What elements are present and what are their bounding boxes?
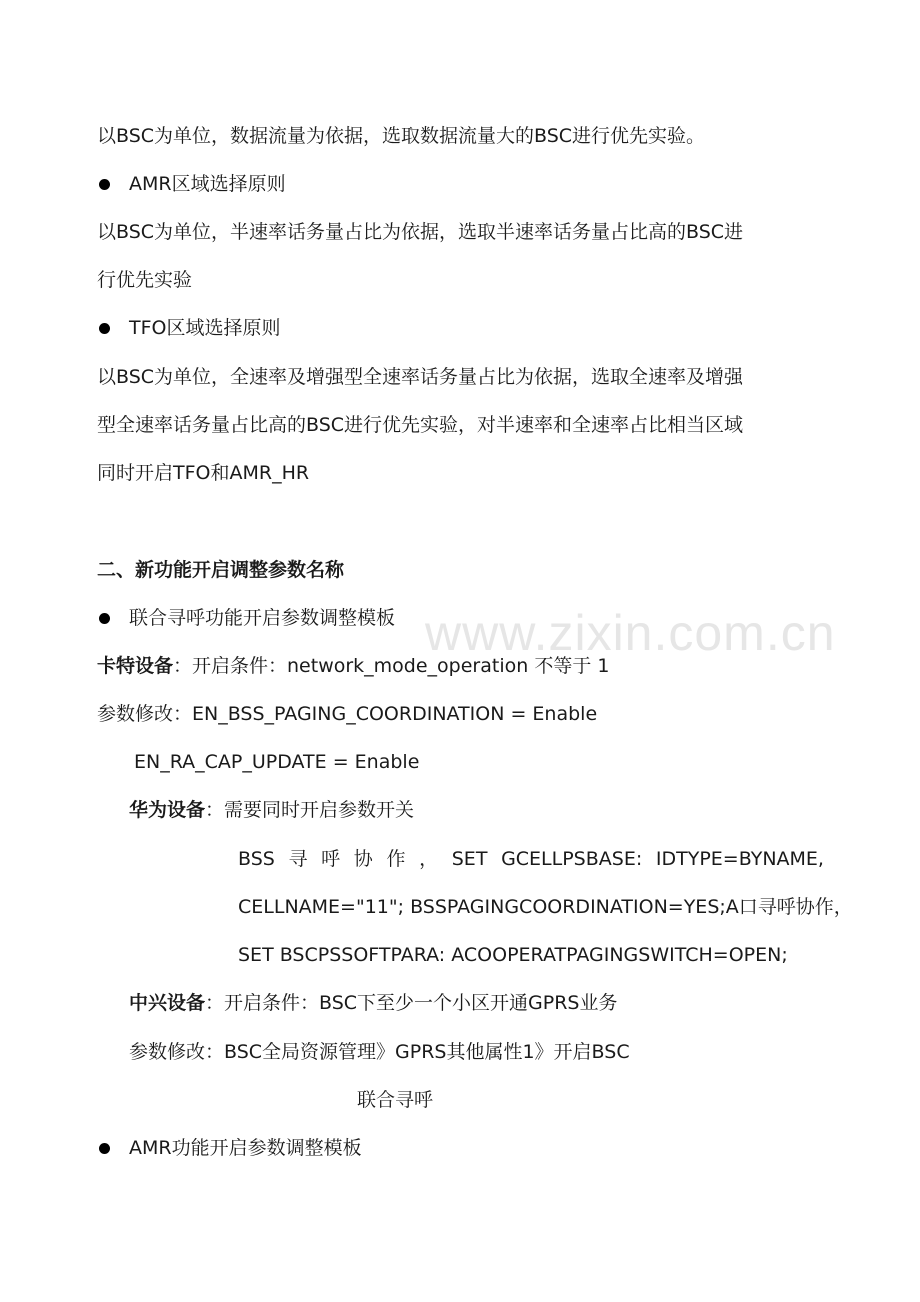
vendor-label: 中兴设备 bbox=[129, 992, 206, 1014]
section-heading: 二、新功能开启调整参数名称 bbox=[97, 559, 345, 581]
param-line: 参数修改：BSC全局资源管理》GPRS其他属性1》开启BSC bbox=[129, 1041, 630, 1063]
paragraph-line: 同时开启TFO和AMR_HR bbox=[97, 462, 310, 484]
paragraph-line: 以BSC为单位，数据流量为依据，选取数据流量大的BSC进行优先实验。 bbox=[97, 125, 706, 147]
paragraph-line: 型全速率话务量占比高的BSC进行优先实验，对半速率和全速率占比相当区域 bbox=[97, 414, 744, 436]
bullet-icon bbox=[99, 179, 110, 190]
bullet-item-joint-paging: 联合寻呼功能开启参数调整模板 bbox=[129, 607, 396, 629]
paragraph-line: 以BSC为单位，全速率及增强型全速率话务量占比为依据，选取全速率及增强 bbox=[97, 366, 744, 388]
vendor-label: 卡特设备 bbox=[97, 655, 174, 677]
condition-text: ：开启条件：BSC下至少一个小区开通GPRS业务 bbox=[205, 992, 618, 1014]
alcatel-condition-line bbox=[97, 652, 609, 680]
cmd-token: 作 bbox=[386, 848, 406, 870]
cmd-token: IDTYPE=BYNAME, bbox=[655, 848, 824, 870]
cmd-token: 寻 bbox=[288, 848, 308, 870]
huawei-command-line bbox=[238, 845, 824, 873]
param-line: 联合寻呼 bbox=[357, 1089, 434, 1111]
bullet-icon bbox=[99, 1143, 110, 1154]
bullet-item-amr-region: AMR区域选择原则 bbox=[129, 173, 286, 195]
cmd-token: ， bbox=[419, 848, 439, 870]
vendor-label: 华为设备 bbox=[129, 799, 206, 821]
huawei-command-line: SET BSCPSSOFTPARA: ACOOPERATPAGINGSWITCH=OPEN; bbox=[238, 944, 788, 966]
cmd-token: SET bbox=[451, 848, 488, 870]
bullet-icon bbox=[99, 323, 110, 334]
cmd-token: 协 bbox=[353, 848, 373, 870]
bullet-icon bbox=[99, 613, 110, 624]
huawei-line bbox=[129, 796, 414, 824]
cmd-token: 呼 bbox=[321, 848, 341, 870]
param-line: 参数修改：EN_BSS_PAGING_COORDINATION = Enable bbox=[97, 703, 598, 725]
watermark: www.zixin.com.cn bbox=[425, 605, 836, 661]
bullet-item-tfo-region: TFO区域选择原则 bbox=[129, 317, 281, 339]
cmd-token: GCELLPSBASE: bbox=[501, 848, 643, 870]
huawei-command-line: CELLNAME="11"; BSSPAGINGCOORDINATION=YES;A口寻呼协作， bbox=[238, 896, 853, 918]
condition-text: ：开启条件：network_mode_operation 不等于 1 bbox=[173, 655, 610, 677]
paragraph-line: 以BSC为单位，半速率话务量占比为依据，选取半速率话务量占比高的BSC进 bbox=[97, 221, 744, 243]
bullet-item-amr-function: AMR功能开启参数调整模板 bbox=[129, 1137, 362, 1159]
condition-text: ：需要同时开启参数开关 bbox=[205, 799, 415, 821]
paragraph-line: 行优先实验 bbox=[97, 269, 193, 291]
param-line: EN_RA_CAP_UPDATE = Enable bbox=[134, 751, 420, 773]
cmd-token: BSS bbox=[238, 848, 275, 870]
zte-condition-line bbox=[129, 989, 618, 1017]
